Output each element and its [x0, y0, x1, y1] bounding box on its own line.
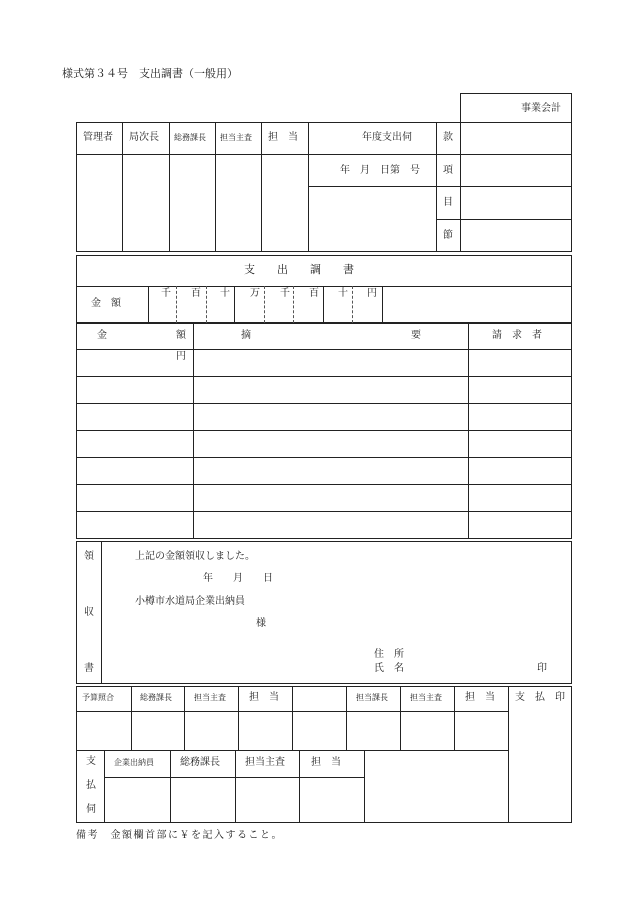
- receipt-address-label: 住 所: [374, 649, 404, 660]
- nendo-shishutsu-label: 年度支出伺: [362, 132, 412, 143]
- date-number-label: 年 月 日第 号: [340, 165, 420, 176]
- unit-sen2: 千: [280, 288, 290, 299]
- receipt-side-shu: 収: [84, 607, 94, 618]
- detail-header-teki: 摘: [241, 330, 251, 341]
- approver-kyokujicho: 局次長: [129, 132, 159, 143]
- receipt-statement: 上記の金額領収しました。: [135, 551, 255, 562]
- account-ko: 項: [443, 165, 453, 176]
- account-moku: 目: [443, 197, 453, 208]
- budget-payment-block: [76, 686, 572, 823]
- detail-header-gaku: 額: [176, 330, 186, 341]
- detail-header-kin: 金: [97, 330, 107, 341]
- receipt-side-ryo: 領: [84, 551, 94, 562]
- unit-man: 万: [250, 288, 260, 299]
- unit-hyaku1: 百: [191, 288, 201, 299]
- approver-tanto-shusa: 担当主査: [220, 133, 252, 142]
- receipt-recipient: 小樽市水道局企業出納員: [135, 596, 245, 607]
- approver-somu-kacho: 総務課長: [174, 133, 206, 142]
- section-title: 支 出 調 書: [244, 263, 354, 276]
- detail-header-yo: 要: [411, 330, 421, 341]
- budget-tanto-shusa-2: 担当主査: [410, 693, 442, 702]
- account-kan: 款: [443, 132, 453, 143]
- approver-tanto: 担 当: [268, 132, 298, 143]
- payment-tanto-shusa: 担当主査: [245, 757, 285, 768]
- note: 備考 金額欄首部に￥を記入すること。: [76, 830, 283, 841]
- account-setsu: 節: [443, 230, 453, 241]
- budget-tanto-1: 担 当: [249, 692, 279, 703]
- payment-somu-kacho: 総務課長: [180, 757, 220, 768]
- unit-ju2: 十: [338, 288, 348, 299]
- amount-label: 金 額: [91, 298, 121, 309]
- budget-tanto-kacho: 担当課長: [356, 693, 388, 702]
- payment-side-shi: 支: [86, 756, 96, 767]
- payment-tanto: 担 当: [311, 757, 341, 768]
- unit-ju1: 十: [220, 288, 230, 299]
- payment-side-barai: 払: [86, 780, 96, 791]
- unit-hyaku2: 百: [309, 288, 319, 299]
- budget-somu-kacho: 総務課長: [140, 693, 172, 702]
- receipt-side-sho: 書: [84, 663, 94, 674]
- detail-yen-unit: 円: [176, 351, 186, 362]
- approver-kanrisha: 管理者: [83, 132, 113, 143]
- budget-yosan-shogo: 予算照合: [82, 693, 114, 702]
- payment-side-ukagai: 伺: [86, 804, 96, 815]
- receipt-seal-label: 印: [537, 663, 547, 674]
- form-title: 様式第３４号 支出調書（一般用）: [62, 67, 238, 80]
- detail-header-seikyusha: 請 求 者: [492, 330, 542, 341]
- budget-tanto-2: 担 当: [465, 692, 495, 703]
- detail-table: [76, 323, 572, 539]
- jigyo-kaikei-label: 事業会計: [521, 103, 561, 114]
- shiharai-in-label: 支 払 印: [515, 692, 565, 703]
- receipt-block: [76, 541, 572, 684]
- receipt-date: 年 月 日: [203, 573, 273, 584]
- receipt-sama: 様: [256, 618, 266, 629]
- receipt-name-label: 氏 名: [374, 663, 404, 674]
- budget-tanto-shusa-1: 担当主査: [194, 693, 226, 702]
- unit-en: 円: [367, 288, 377, 299]
- unit-sen1: 千: [161, 288, 171, 299]
- payment-kigyo-suitoin: 企業出納員: [114, 758, 154, 767]
